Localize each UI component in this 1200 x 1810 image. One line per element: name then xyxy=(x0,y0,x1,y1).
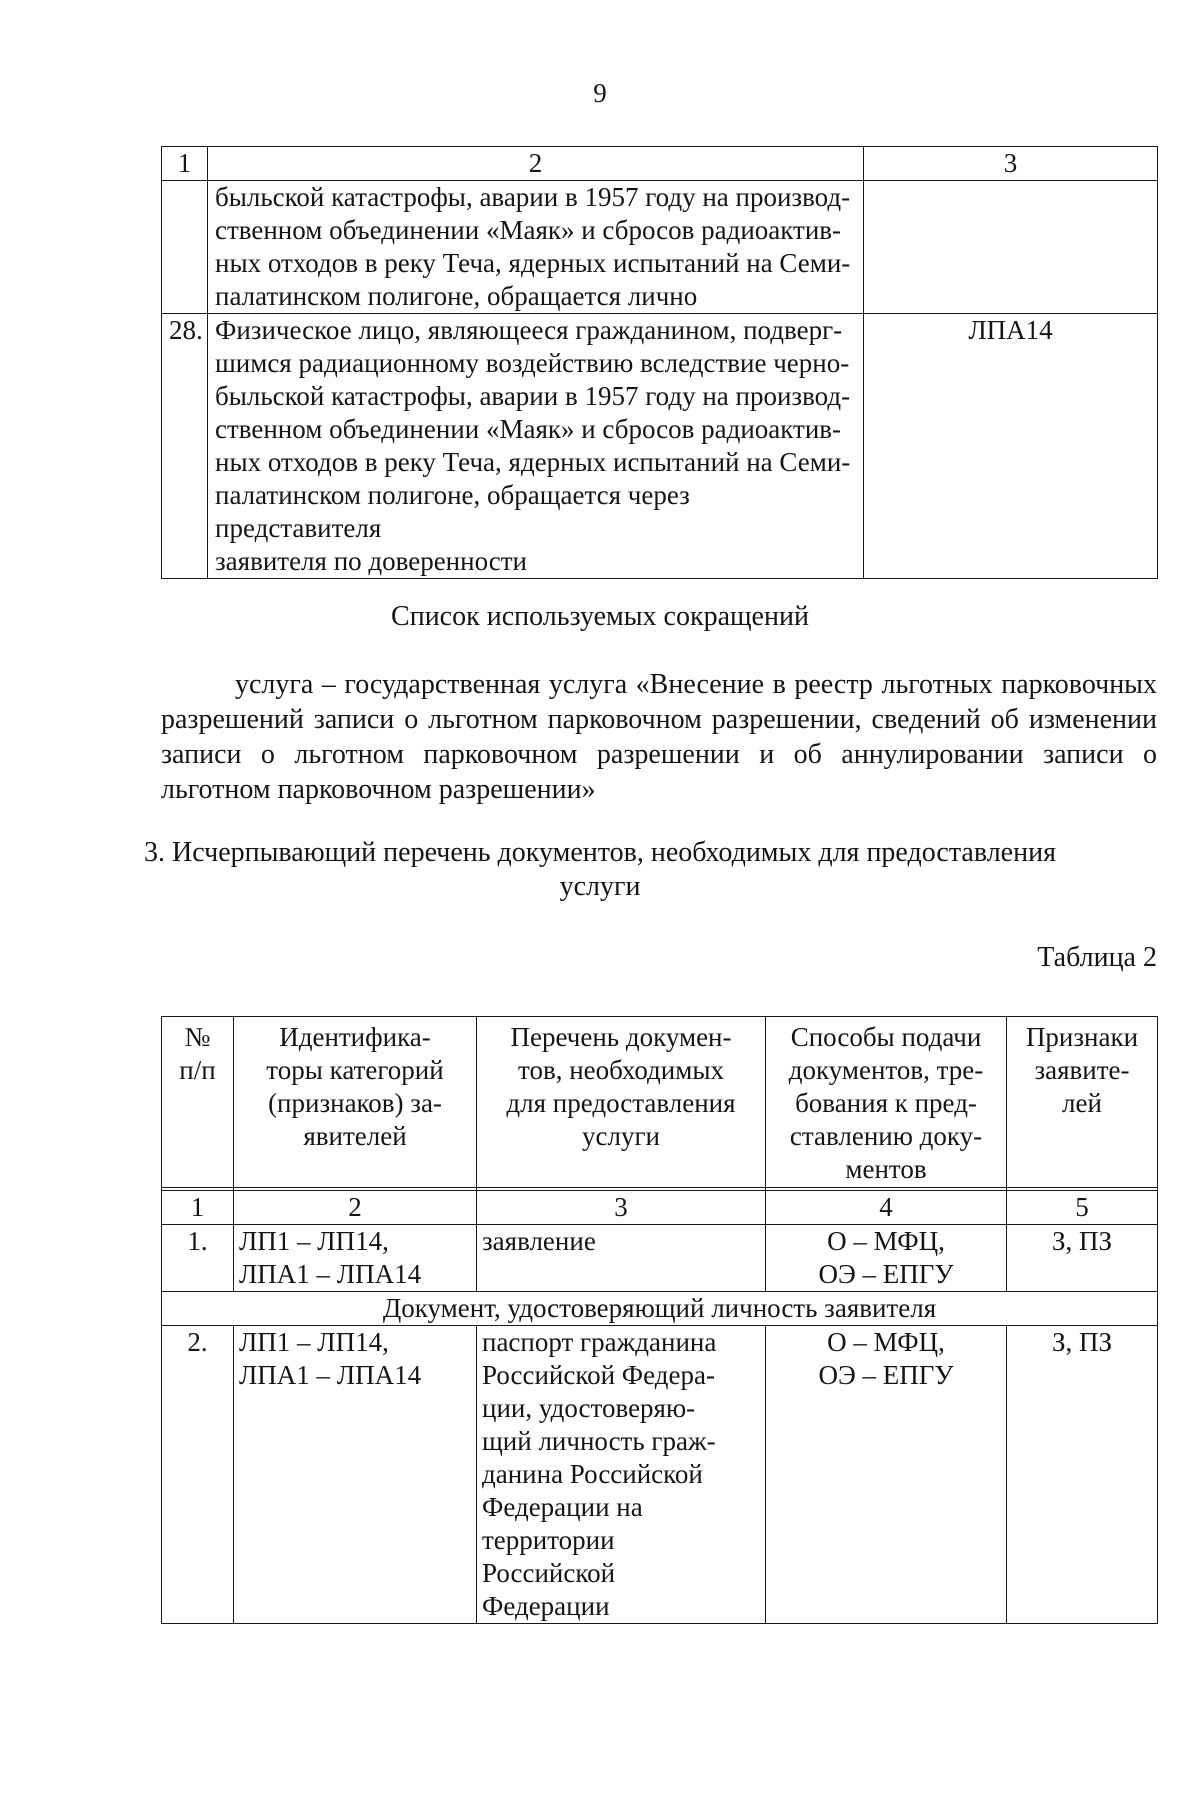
text-line: быльской катастрофы, аварии в 1957 году на производ- xyxy=(215,182,851,212)
header-number xyxy=(162,1017,234,1188)
col-number-3: 3 xyxy=(477,1191,766,1225)
row-identifiers xyxy=(234,1326,477,1624)
text-line: ОЭ – ЕПГУ xyxy=(818,1360,954,1390)
header-line: Признаки xyxy=(1025,1022,1139,1052)
text-line: ЛП1 – ЛП14, xyxy=(239,1327,389,1357)
text-line: палатинском полигоне, обращается лично xyxy=(215,281,698,311)
text-line: Федерации на xyxy=(482,1492,643,1522)
text-line: Федерации xyxy=(482,1591,610,1621)
text-line: ЛП1 – ЛП14, xyxy=(239,1226,389,1256)
row-description xyxy=(208,181,864,314)
col-number-2: 2 xyxy=(234,1191,477,1225)
text-line: заявление xyxy=(482,1226,596,1256)
row-methods xyxy=(766,1326,1007,1624)
table-row xyxy=(162,181,1158,314)
text-line: палатинском полигоне, обращается через представителя xyxy=(215,480,690,543)
text-line: данина Российской xyxy=(482,1459,703,1489)
text-line: заявителя по доверенности xyxy=(215,546,527,576)
row-signs: З, ПЗ xyxy=(1007,1225,1158,1292)
text-line: паспорт гражданина xyxy=(482,1327,717,1357)
header-line: Идентифика- xyxy=(279,1022,431,1052)
header-line: услуги xyxy=(582,1121,660,1151)
header-identifiers xyxy=(234,1017,477,1188)
header-line: Перечень докумен- xyxy=(510,1022,732,1052)
row-documents xyxy=(477,1326,766,1624)
section-3-heading-line-1: 3. Исчерпывающий перечень документов, необходимых для предоставления xyxy=(144,837,1056,868)
table-header-row xyxy=(162,147,1158,181)
section-row xyxy=(162,1292,1158,1326)
text-line: ных отходов в реку Теча, ядерных испытаний на Семи- xyxy=(215,248,851,278)
text-line: ных отходов в реку Теча, ядерных испытаний на Семи- xyxy=(215,447,851,477)
col-number-1: 1 xyxy=(162,147,208,181)
row-number xyxy=(162,181,208,314)
text-line: ЛПА1 – ЛПА14 xyxy=(239,1360,422,1390)
text-line: О – МФЦ, xyxy=(827,1327,945,1357)
categories-table-continuation xyxy=(161,146,1158,579)
header-line: явителей xyxy=(303,1121,407,1151)
row-description xyxy=(208,314,864,579)
column-numbers-row xyxy=(162,1191,1158,1225)
section-row-label: Документ, удостоверяющий личность заявителя xyxy=(162,1292,1158,1326)
header-methods xyxy=(766,1017,1007,1188)
abbreviations-paragraph: услуга – государственная услуга «Внесение в реестр льготных парковочных разрешений записи о льготном парковочном разрешении, сведений об изменении записи о льготном парковочном разрешении и об аннулировании записи о льготном парковочном разрешении» xyxy=(161,669,1157,805)
text-line: Российской Федера- xyxy=(482,1360,715,1390)
text-line: Российской xyxy=(482,1558,616,1588)
row-signs: З, ПЗ xyxy=(1007,1326,1158,1624)
text-line: шимся радиационному воздействию вследствие черно- xyxy=(215,348,850,378)
header-line: торы категорий xyxy=(266,1055,444,1085)
table-2-label: Таблица 2 xyxy=(1037,942,1157,973)
page-number: 9 xyxy=(593,78,607,108)
row-documents xyxy=(477,1225,766,1292)
header-line: лей xyxy=(1062,1088,1102,1118)
row-number: 1. xyxy=(162,1225,234,1292)
header-line: для предоставления xyxy=(506,1088,736,1118)
col-number-3: 3 xyxy=(864,147,1158,181)
table-header-row xyxy=(162,1017,1158,1188)
header-line: бования к пред- xyxy=(795,1088,977,1118)
header-line: п/п xyxy=(179,1055,216,1085)
header-line: ментов xyxy=(845,1154,927,1184)
documents-table xyxy=(161,1016,1158,1624)
row-number: 28. xyxy=(162,314,208,579)
header-line: ставлению доку- xyxy=(789,1121,983,1151)
col-number-5: 5 xyxy=(1007,1191,1158,1225)
text-line: ственном объединении «Маяк» и сбросов радиоактив- xyxy=(215,414,842,444)
text-line: ции, удостоверяю- xyxy=(482,1393,696,1423)
text-line: территории xyxy=(482,1525,615,1555)
header-line: Способы подачи xyxy=(790,1022,982,1052)
text-line: ОЭ – ЕПГУ xyxy=(818,1259,954,1289)
col-number-4: 4 xyxy=(766,1191,1007,1225)
header-line: (признаков) за- xyxy=(268,1088,442,1118)
header-line: тов, необходимых xyxy=(518,1055,724,1085)
text-line: щий личность граж- xyxy=(482,1426,716,1456)
row-identifiers xyxy=(234,1225,477,1292)
row-methods xyxy=(766,1225,1007,1292)
header-line: № xyxy=(184,1022,211,1052)
text-line: ЛПА1 – ЛПА14 xyxy=(239,1259,422,1289)
table-row xyxy=(162,314,1158,579)
text-line: быльской катастрофы, аварии в 1957 году на производ- xyxy=(215,381,851,411)
table-row xyxy=(162,1225,1158,1292)
header-line: заявите- xyxy=(1034,1055,1130,1085)
col-number-2: 2 xyxy=(208,147,864,181)
row-code: ЛПА14 xyxy=(864,314,1158,579)
text-line: О – МФЦ, xyxy=(827,1226,945,1256)
header-signs xyxy=(1007,1017,1158,1188)
abbreviations-heading: Список используемых сокращений xyxy=(391,601,809,632)
row-code xyxy=(864,181,1158,314)
row-number: 2. xyxy=(162,1326,234,1624)
col-number-1: 1 xyxy=(162,1191,234,1225)
section-3-heading-line-2: услуги xyxy=(559,871,641,902)
header-line: документов, тре- xyxy=(788,1055,984,1085)
table-row xyxy=(162,1326,1158,1624)
text-line: ственном объединении «Маяк» и сбросов радиоактив- xyxy=(215,215,842,245)
header-documents xyxy=(477,1017,766,1188)
text-line: Физическое лицо, являющееся гражданином, подверг- xyxy=(215,315,843,345)
